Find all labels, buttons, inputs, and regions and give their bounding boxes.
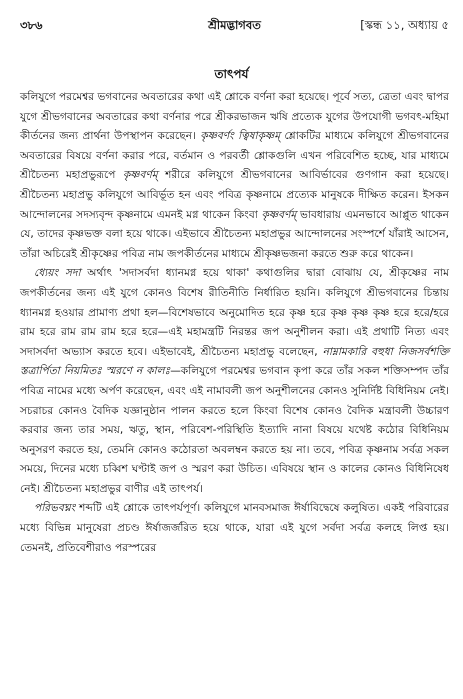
text-run: অর্থাৎ 'সদাসর্বদা ধ্যানমগ্ন হয়ে থাকা' কথাগুলির দ্বারা বোঝায় যে, শ্রীকৃষ্ণের নাম জপকীর্তনের জন্য এই যুগে কোনও বিশেষ রীতিনীতি নির্ধারিত হয়নি। কলিযুগে শ্রীভগবানের চিন্তায় ধ্যানমগ্ন হওয়ার প্রামাণ্য প্রথা হল—বিশেষভাবে অনুমোদিত হরে কৃষ্ণ হরে কৃষ্ণ কৃষ্ণ কৃষ্ণ হরে হরে/হরে রাম হরে রাম রাম রাম হরে হরে—এই মহামন্ত্রটি নিরন্তর জপ অনুশীলন করা। এই প্রথাটি নিত্য এবং সদাসর্বদা অভ্যাস করতে হবে। এইভাবেই, শ্রীচৈতন্য মহাপ্রভু বলেছেন,: [20, 267, 449, 358]
paragraph-1: [20, 88, 449, 264]
text-run: ভাবধারায় এমনভাবে আপ্লুত থাকেন যে, তাদের কৃষ্ণভক্ত বলা হয়ে থাকে। এইভাবে শ্রীচৈতন্য মহাপ্রভুর আন্দোলনের সংস্পর্শে যাঁরাই আসেন, তাঁরা অচিরেই শ্রীকৃষ্ণের পবিত্র নাম জপকীর্তনের মাধ্যমে শ্রীকৃষ্ণভজনা করতে শুরু করে থাকেন।: [20, 208, 450, 260]
verse-quote: কৃষ্ণবর্ণং ত্বিষাকৃষ্ণম্: [200, 130, 281, 143]
page-number: ৩৮৬: [20, 18, 43, 32]
text-run: শরীরে কলিযুগে শ্রীভগবানের আবির্ভাবের গুণগান করা হয়েছে। শ্রীচৈতন্য মহাপ্রভু কলিযুগে আবির্ভূত হন এবং পবিত্র কৃষ্ণনামে প্রত্যেক মানুষকে দীক্ষিত করেন। ইসকন আন্দোলনের সদস্যবৃন্দ কৃষ্ণনামে এমনই মগ্ন থাকেন কিংবা: [20, 169, 449, 221]
verse-quote: কৃষ্ণবর্ণম্: [261, 208, 297, 221]
verse-quote: ধ্যেয়ং সদা: [34, 267, 81, 280]
text-run: —কলিযুগে পরমেশ্বর ভগবান কৃপা করে তাঁর সকল শক্তিসম্পদ তাঁর পবিত্র নামের মধ্যে অর্পণ করেছেন, এবং এই নামাবলী জপ অনুশীলনের কোনও সুনির্দিষ্ট বিধিনিয়ম নেই। সচরাচর কোনও বৈদিক যজ্ঞানুষ্ঠান পালন করতে হলে কিংবা বিশেষ কোনও বৈদিক মন্ত্রাবলী উচ্চারণ করবার জন্য তার সময়, ঋতু, স্থান, পরিবেশ-পরিস্থিতি ইত্যাদি নানা বিষয়ে যথেষ্ট কঠোর বিধিনিয়ম অনুসরণ করতে হয়, তেমনি কোনও কঠোরতা অবলম্বন করতে হয় না। তবে, পবিত্র কৃষ্ণনাম সর্বত্র সকল সময়ে, দিনের মধ্যে চব্বিশ ঘণ্টাই জপ ও স্মরণ করা উচিত। এবিষয়ে স্থান ও কালের কোনও বিধিনিষেধ নেই। শ্রীচৈতন্য মহাপ্রভুর বাণীর এই তাৎপর্য।: [20, 365, 450, 495]
book-title: শ্রীমদ্ভাগবত: [208, 18, 261, 32]
text-run: শব্দটি এই শ্লোকে তাৎপর্যপূর্ণ। কলিযুগে মানবসমাজ ঈর্ষাবিদ্বেষে কলুষিত। একই পরিবারের মধ্যে বিভিন্ন মানুষেরা প্রচণ্ড ঈর্ষাজর্জরিত হয়ে থাকে, যারা এই যুগে সর্বদা সর্বত্র কলহে লিপ্ত হয়। তেমনই, প্রতিবেশীরাও পরস্পরের: [20, 502, 449, 554]
verse-quote: নাম্নামকারি বহুধা নিজসর্বশক্তি স্তত্রার্পিতা নিয়মিতঃ স্মরণে ন কালঃ: [20, 345, 449, 378]
section-reference: [স্কন্ধ ১১, অধ্যায় ৫: [360, 18, 449, 32]
purport-heading: তাৎপর্য: [214, 67, 249, 81]
paragraph-3: [20, 499, 449, 558]
text-run: কলিযুগে পরমেশ্বর ভগবানের অবতারের কথা এই শ্লোকে বর্ণনা করা হয়েছে। পূর্বে সত্য, ত্রেতা এবং দ্বাপর যুগে শ্রীভগবানের অবতারের কথা বর্ণনার পরে শ্রীকরভাজন ঋষি প্রত্যেক যুগের উপযোগী ভগবৎ-মহিমা কীর্তনের জন্য প্রার্থনা উপস্থাপন করেছেন।: [20, 91, 449, 143]
running-header: [20, 15, 449, 35]
text-run: শ্লোকটির মাধ্যমে কলিযুগে শ্রীভগবানের অবতারের বিষয়ে বর্ণনা করার পরে, বর্তমান ও পরবর্তী শ্লোকগুলি এখন পরিবেশিত হচ্ছে, যার মাধ্যমে শ্রীচৈতন্য মহাপ্রভুরূপে: [20, 130, 449, 182]
verse-quote: পরিভবঘ্নং: [34, 502, 76, 515]
verse-quote: কৃষ্ণবর্ণম্: [122, 169, 158, 182]
paragraph-2: [20, 264, 449, 499]
purport-body: [20, 88, 449, 558]
